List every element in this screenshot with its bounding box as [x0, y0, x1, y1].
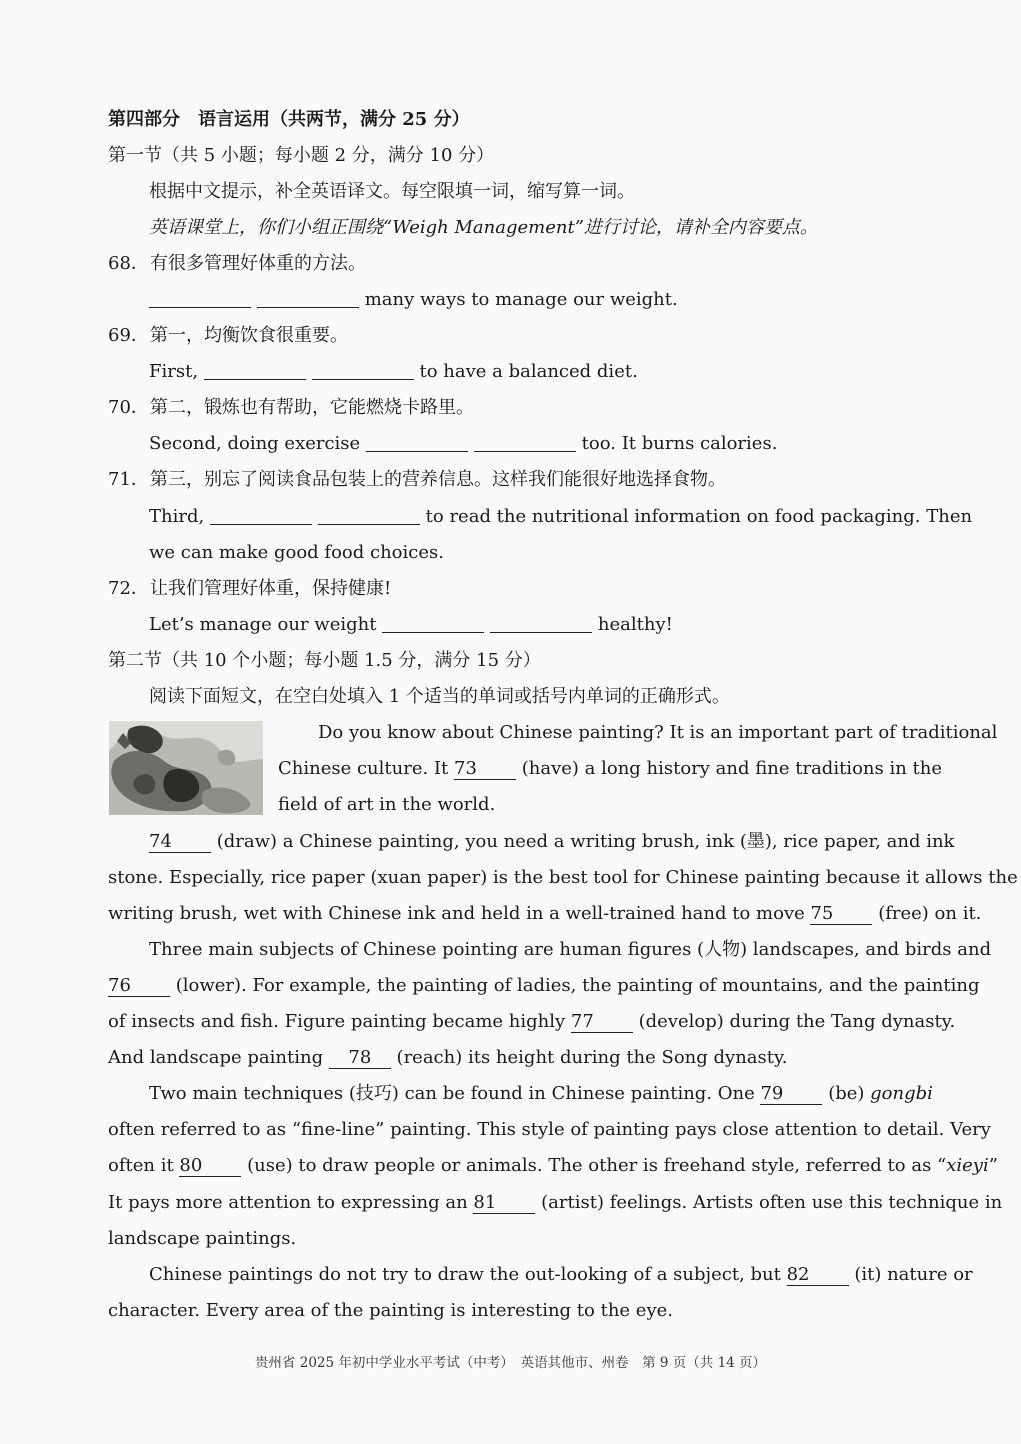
q72-prompt: [108, 577, 914, 601]
q72-text-before: Let’s manage our weight: [149, 614, 383, 635]
p3-text: (develop) during the Tang dynasty.: [632, 1011, 956, 1032]
q71-answer-line: [149, 505, 973, 529]
blank-77[interactable]: 77: [571, 1012, 633, 1033]
p2-text: (draw) a Chinese painting, you need a writing brush, ink (墨), rice paper, and ink: [211, 831, 955, 852]
blank-74[interactable]: 74: [149, 832, 211, 853]
q71-continuation: we can make good food choices.: [149, 542, 444, 563]
q72-chinese: 让我们管理好体重，保持健康!: [150, 578, 392, 599]
blank-81[interactable]: 81: [473, 1193, 535, 1214]
q69-text-before: First,: [149, 361, 204, 382]
q72-text-after: healthy!: [592, 614, 673, 635]
q70-text-before: Second, doing exercise: [149, 433, 366, 454]
p1-line2: [278, 757, 943, 781]
part1-context: 英语课堂上，你们小组正围绕“Weigh Management”进行讨论，请补全内容要点。: [149, 217, 818, 238]
p4-text: Two main techniques (技巧) can be found in Chinese painting. One: [149, 1083, 761, 1104]
p3-text: (reach) its height during the Song dynasty.: [390, 1047, 788, 1068]
answer-blank[interactable]: [149, 289, 251, 308]
answer-blank[interactable]: [366, 433, 468, 452]
blank-82[interactable]: 82: [787, 1265, 849, 1286]
q71-prompt: [108, 468, 914, 492]
q72-number: 72．: [108, 578, 149, 599]
p5-text: Chinese paintings do not try to draw the out-looking of a subject, but: [149, 1264, 787, 1285]
blank-78[interactable]: 78: [329, 1048, 391, 1069]
p4-text: ”: [988, 1155, 998, 1176]
p4-text: often it: [108, 1155, 180, 1176]
part1-instruction: 根据中文提示，补全英语译文。每空限填一词，缩写算一词。: [149, 181, 635, 202]
p2-text: (free) on it.: [872, 903, 982, 924]
answer-blank[interactable]: [257, 289, 359, 308]
p1-line3: field of art in the world.: [278, 794, 496, 815]
blank-75[interactable]: 75: [810, 904, 872, 925]
q70-text-after: too. It burns calories.: [575, 433, 778, 454]
part2-header: 第二节（共 10 个小题；每小题 1.5 分，满分 15 分）: [108, 650, 541, 671]
q72-answer-line: [149, 613, 914, 637]
p5-line2: character. Every area of the painting is interesting to the eye.: [108, 1300, 673, 1321]
p2-text: writing brush, wet with Chinese ink and held in a well-trained hand to move: [108, 903, 811, 924]
chinese-painting-image: [109, 721, 263, 815]
q71-text-after: to read the nutritional information on food packaging. Then: [419, 506, 973, 527]
blank-76[interactable]: 76: [108, 976, 170, 997]
answer-blank[interactable]: [490, 614, 592, 633]
p2-line1: [149, 830, 955, 854]
q68-prompt: [108, 252, 914, 276]
p3-line3: [108, 1010, 956, 1034]
ink-painting-illustration: [109, 721, 263, 815]
q68-answer-line: [149, 288, 914, 312]
blank-80[interactable]: 80: [179, 1156, 241, 1177]
p5-text: (it) nature or: [848, 1264, 973, 1285]
gongbi-term: gongbi: [870, 1083, 933, 1104]
q70-chinese: 第二，锻炼也有帮助，它能燃烧卡路里。: [150, 397, 474, 418]
p4-line4: [108, 1191, 1003, 1215]
p4-line2: often referred to as “fine-line” painting. This style of painting pays close attention to detail. Very: [108, 1119, 991, 1140]
p1-text: Chinese culture. It: [278, 758, 455, 779]
answer-blank[interactable]: [382, 614, 484, 633]
blank-79[interactable]: 79: [760, 1084, 822, 1105]
p5-line1: [149, 1263, 973, 1287]
p4-line3: [108, 1154, 998, 1178]
p4-text: (use) to draw people or animals. The other is freehand style, referred to as “: [241, 1155, 947, 1176]
p1-text: (have) a long history and fine traditions in the: [516, 758, 943, 779]
blank-73[interactable]: 73: [454, 759, 516, 780]
p3-line1: Three main subjects of Chinese pointing are human figures (人物) landscapes, and birds and: [149, 939, 992, 960]
q69-number: 69．: [108, 325, 149, 346]
p3-line2: [108, 974, 980, 998]
q69-text-after: to have a balanced diet.: [413, 361, 638, 382]
part1-header: 第一节（共 5 小题；每小题 2 分，满分 10 分）: [108, 145, 495, 166]
p3-text: of insects and fish. Figure painting became highly: [108, 1011, 571, 1032]
answer-blank[interactable]: [312, 361, 414, 380]
q71-number: 71．: [108, 469, 149, 490]
p2-line2: stone. Especially, rice paper (xuan paper) is the best tool for Chinese painting because it allows the: [108, 867, 1018, 888]
p3-line4: [108, 1046, 914, 1070]
p4-text: (artist) feelings. Artists often use this technique in: [535, 1192, 1003, 1213]
q71-chinese: 第三，别忘了阅读食品包装上的营养信息。这样我们能很好地选择食物。: [150, 469, 726, 490]
p4-line1: [149, 1082, 933, 1106]
p2-line3: [108, 902, 982, 926]
q69-answer-line: [149, 360, 914, 384]
section-title: 第四部分 语言运用（共两节，满分 25 分）: [108, 109, 470, 130]
q70-number: 70．: [108, 397, 149, 418]
xieyi-term: xieyi: [946, 1155, 989, 1176]
p4-line5: landscape paintings.: [108, 1228, 297, 1249]
p4-text: (be): [822, 1083, 871, 1104]
q68-text-after: many ways to manage our weight.: [359, 289, 678, 310]
q69-prompt: [108, 324, 914, 348]
answer-blank[interactable]: [474, 433, 576, 452]
p4-text: It pays more attention to expressing an: [108, 1192, 474, 1213]
answer-blank[interactable]: [210, 506, 312, 525]
q68-number: 68．: [108, 253, 149, 274]
q69-chinese: 第一，均衡饮食很重要。: [150, 325, 348, 346]
p3-text: And landscape painting: [108, 1047, 329, 1068]
page-footer: 贵州省 2025 年初中学业水平考试（中考） 英语其他市、州卷 第 9 页（共 14 页）: [254, 1355, 767, 1371]
answer-blank[interactable]: [204, 361, 306, 380]
p1-line1: Do you know about Chinese painting? It is an important part of traditional: [318, 722, 998, 743]
part2-instruction: 阅读下面短文，在空白处填入 1 个适当的单词或括号内单词的正确形式。: [149, 686, 730, 707]
q70-answer-line: [149, 432, 914, 456]
q68-chinese: 有很多管理好体重的方法。: [150, 253, 366, 274]
p3-text: (lower). For example, the painting of ladies, the painting of mountains, and the painting: [170, 975, 980, 996]
q71-text-before: Third,: [149, 506, 210, 527]
q70-prompt: [108, 396, 914, 420]
answer-blank[interactable]: [318, 506, 420, 525]
